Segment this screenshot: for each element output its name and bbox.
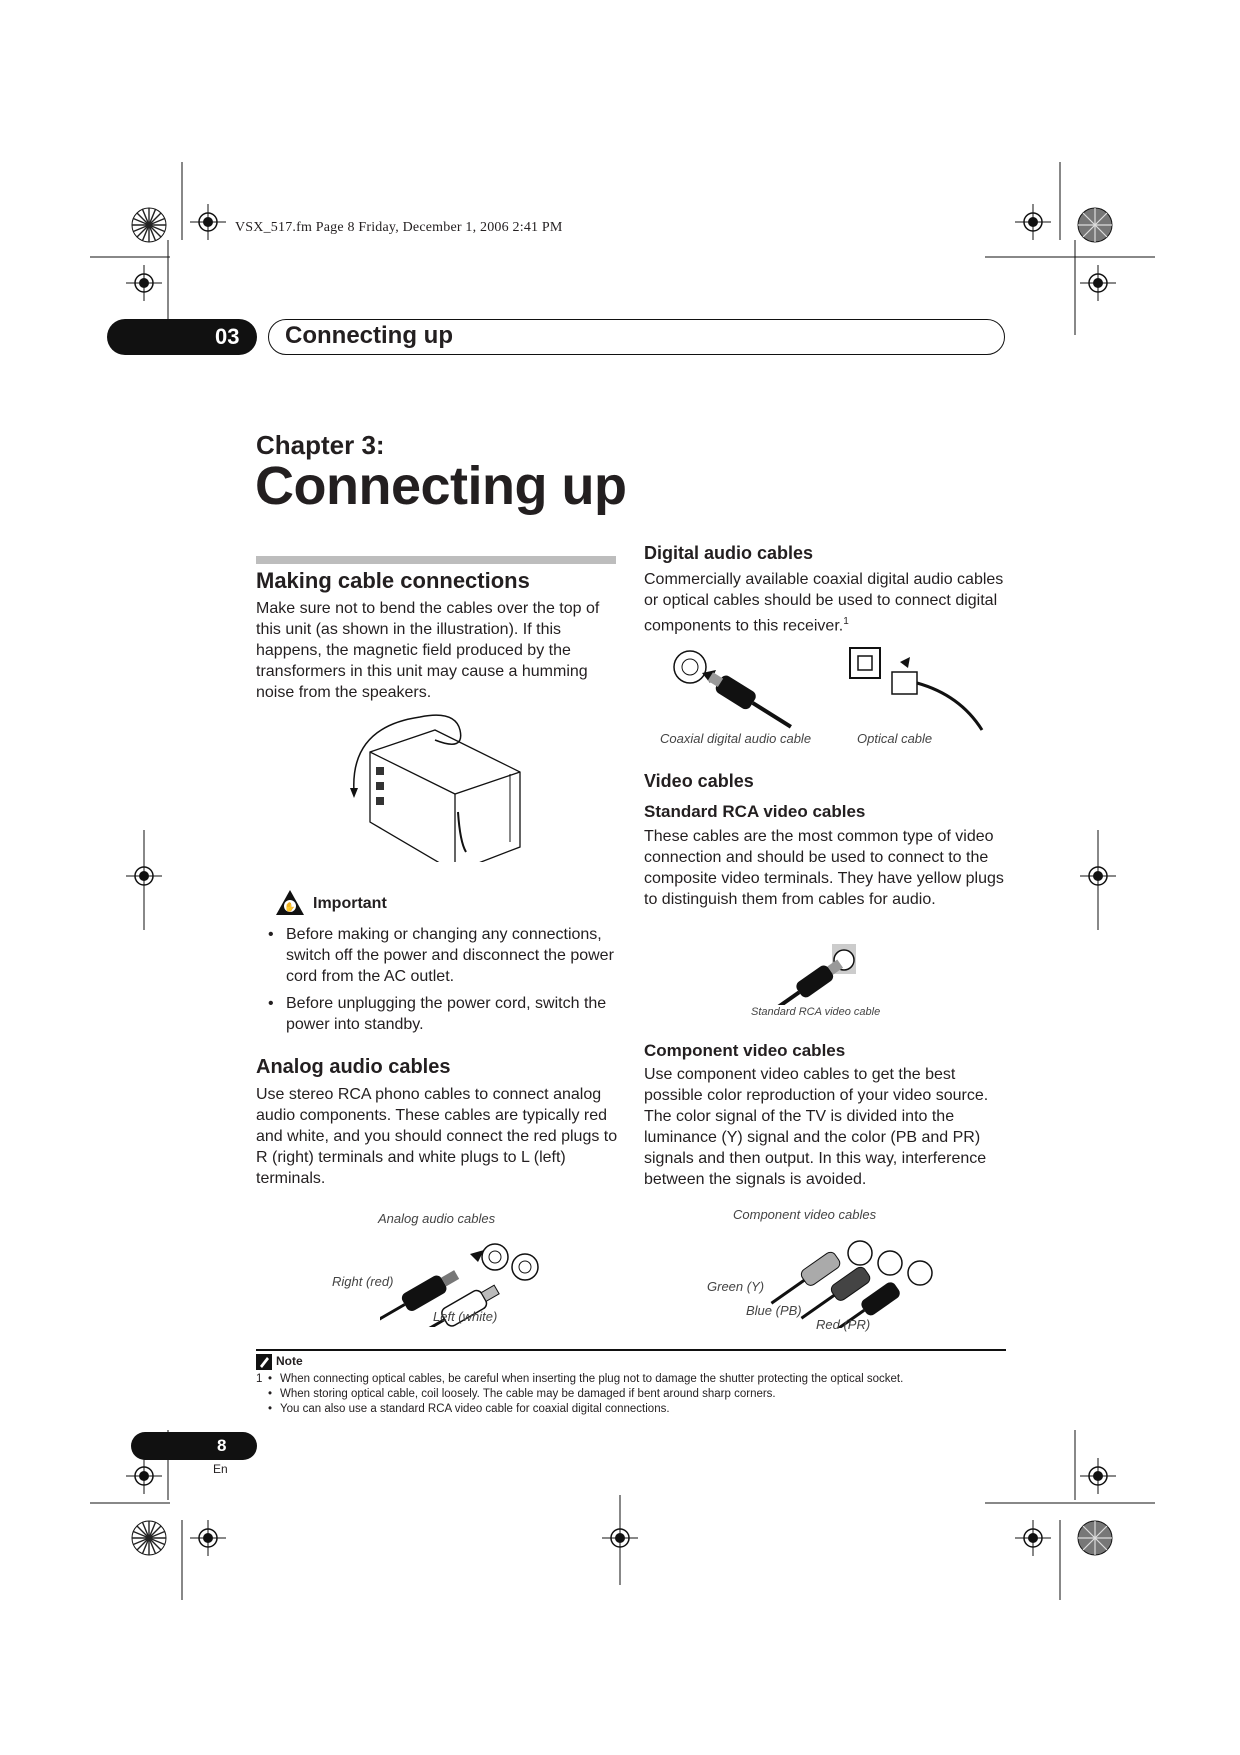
digital-text bbox=[644, 569, 1006, 636]
section-rule bbox=[256, 556, 616, 564]
blue-label: Blue (PB) bbox=[746, 1303, 802, 1318]
file-slug: VSX_517.fm Page 8 Friday, December 1, 2006 2:41 PM bbox=[235, 220, 563, 235]
component-text-part: and bbox=[917, 1129, 953, 1146]
component-text-part: ) signal and the color ( bbox=[737, 1129, 896, 1146]
page-number: 8 bbox=[217, 1436, 227, 1455]
warning-icon bbox=[275, 889, 305, 916]
making-text: Make sure not to bend the cables over the top of this unit (as shown in the illustration). If this happens, the magnetic field produced by the transformers in this unit may cause a humming noise from the speakers. bbox=[256, 600, 600, 701]
chapter-number-tab bbox=[107, 319, 257, 355]
component-heading: Component video cables bbox=[644, 1041, 846, 1060]
language-code: En bbox=[213, 1462, 228, 1476]
note-item: 1 • When connecting optical cables, be careful when inserting the plug not to damage the shutter protecting the optical socket. bbox=[256, 1373, 904, 1385]
note-text: When storing optical cable, coil loosely. The cable may be damaged if bent around sharp corners. bbox=[280, 1388, 776, 1400]
component-text-part: ) signals and then output. In this way, interference between the signals is avoided. bbox=[644, 1129, 987, 1188]
analog-text: Use stereo RCA phono cables to connect analog audio components. These cables are typically red and white, and you should connect the red plugs to R (right) terminals and white plugs to L (left) terminals. bbox=[256, 1086, 618, 1187]
footnote-ref: 1 bbox=[843, 616, 849, 627]
red-label: Red (PR) bbox=[816, 1317, 871, 1332]
optical-caption: Optical cable bbox=[857, 731, 933, 746]
note-list bbox=[256, 1372, 903, 1417]
svg-text:✋: ✋ bbox=[284, 902, 296, 912]
video-heading: Video cables bbox=[644, 771, 754, 791]
page-title: Connecting up bbox=[255, 456, 627, 516]
pr-symbol: PR bbox=[952, 1129, 975, 1146]
important-list bbox=[266, 924, 618, 1041]
note-item: • When storing optical cable, coil loosely. The cable may be damaged if bent around sharp corners. bbox=[268, 1388, 776, 1400]
page-number-tab bbox=[131, 1432, 257, 1460]
note-item: • You can also use a standard RCA video cable for coaxial digital connections. bbox=[268, 1403, 670, 1415]
chapter-title-header: Connecting up bbox=[285, 322, 453, 349]
note-label: Note bbox=[276, 1354, 303, 1368]
component-caption: Component video cables bbox=[733, 1207, 877, 1222]
note-number: 1 bbox=[256, 1373, 263, 1385]
green-label: Green (Y) bbox=[707, 1279, 765, 1294]
pb-symbol: PB bbox=[895, 1129, 918, 1146]
rca-caption: Standard RCA video cable bbox=[751, 1006, 881, 1018]
digital-text-body: Commercially available coaxial digital audio cables or optical cables should be used to connect digital components to this receiver. bbox=[644, 571, 1004, 635]
chapter-label: Chapter 3: bbox=[256, 430, 385, 460]
important-item: • Before unplugging the power cord, switch the power into standby. bbox=[266, 993, 618, 1035]
making-heading: Making cable connections bbox=[256, 568, 530, 593]
receiver-illustration bbox=[340, 712, 530, 862]
luminance-symbol: Y bbox=[726, 1129, 738, 1146]
important-item: • Before making or changing any connections, switch off the power and disconnect the power cord from the AC outlet. bbox=[266, 924, 618, 987]
analog-heading: Analog audio cables bbox=[256, 1056, 451, 1078]
analog-caption: Analog audio cables bbox=[378, 1211, 496, 1226]
right-red-label: Right (red) bbox=[332, 1274, 394, 1289]
component-text-part: Use component video cables to get the best possible color reproduction of your video source. The color signal of the TV is divided into the luminance ( bbox=[644, 1066, 989, 1146]
digital-heading: Digital audio cables bbox=[644, 543, 814, 563]
rca-cable-illustration bbox=[770, 940, 880, 1005]
rca-text: These cables are the most common type of video connection and should be used to connect to the composite video terminals. They have yellow plugs to distinguish them from cables for audio. bbox=[644, 828, 1004, 908]
chapter-number: 03 bbox=[215, 324, 240, 349]
component-text bbox=[644, 1064, 1006, 1190]
important-label: Important bbox=[313, 895, 387, 912]
note-text: When connecting optical cables, be careful when inserting the plug not to damage the shutter protecting the optical socket. bbox=[280, 1373, 904, 1385]
note-rule bbox=[256, 1349, 1006, 1351]
note-icon bbox=[256, 1354, 272, 1370]
note-text: You can also use a standard RCA video cable for coaxial digital connections. bbox=[280, 1403, 670, 1415]
chapter-title-tab bbox=[268, 319, 1005, 355]
left-white-label: Left (white) bbox=[433, 1309, 498, 1324]
coax-caption: Coaxial digital audio cable bbox=[660, 731, 812, 746]
digital-cables-illustration bbox=[660, 640, 1010, 735]
rca-heading: Standard RCA video cables bbox=[644, 802, 866, 821]
